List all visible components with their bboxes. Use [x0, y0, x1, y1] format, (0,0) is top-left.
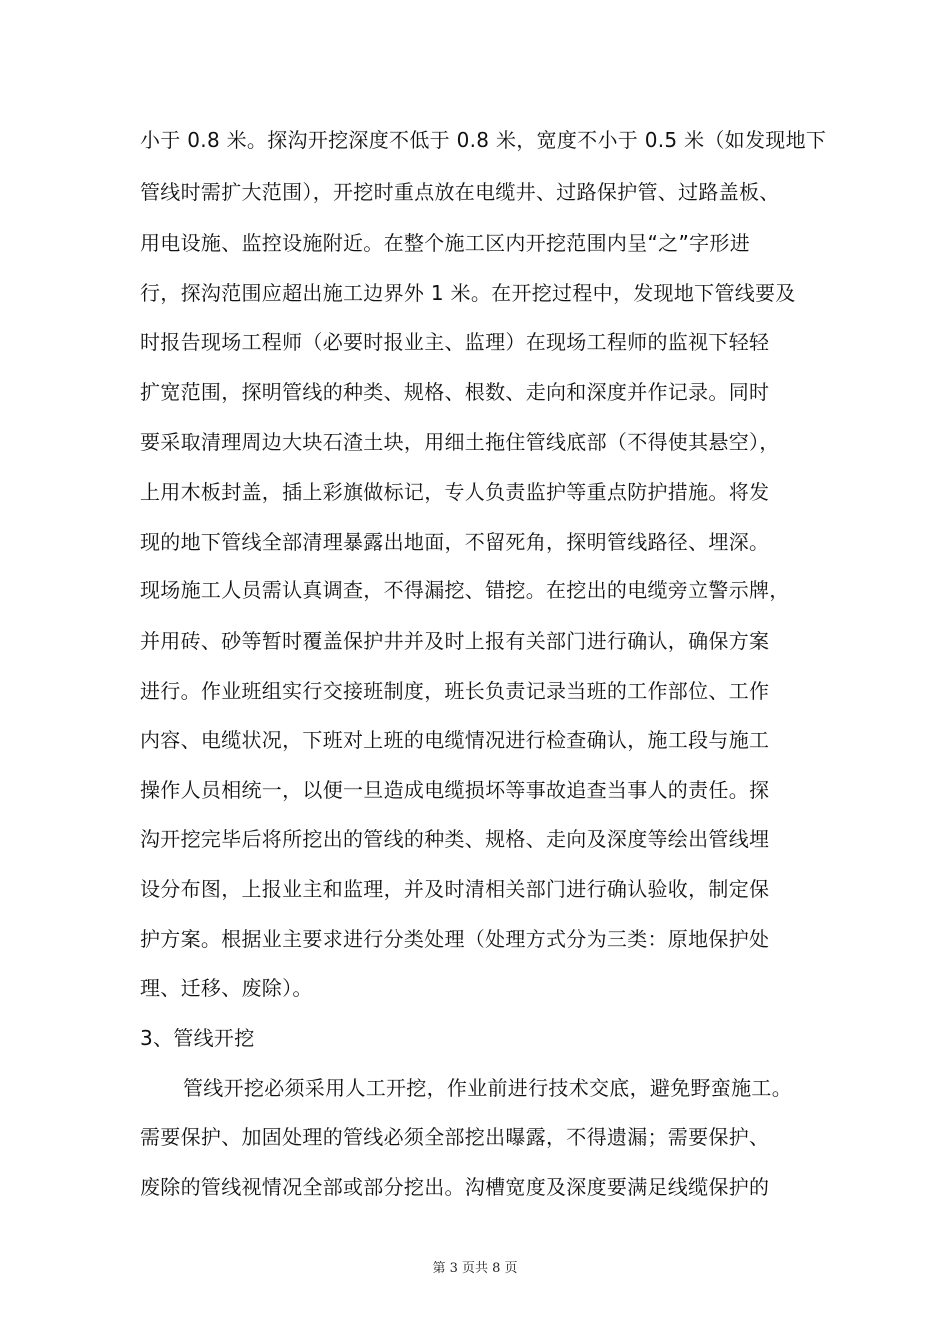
text-line: 行，探沟范围应超出施工边界外 1 米。在开挖过程中，发现地下管线要及: [140, 281, 796, 305]
text-line: 要采取清理周边大块石渣土块，用细土拖住管线底部（不得使其悬空），: [140, 430, 780, 454]
text-line: 并用砖、砂等暂时覆盖保护井并及时上报有关部门进行确认，确保方案: [140, 629, 770, 653]
text-line: 用电设施、监控设施附近。在整个施工区内开挖范围内呈“之”字形进: [140, 231, 751, 255]
text-line: 时报告现场工程师（必要时报业主、监理）在现场工程师的监视下轻轻: [140, 330, 770, 354]
page-number-footer: 第 3 页共 8 页: [432, 1261, 518, 1276]
text-line: 需要保护、加固处理的管线必须全部挖出曝露，不得遗漏；需要保护、: [140, 1125, 770, 1149]
text-line: 内容、电缆状况，下班对上班的电缆情况进行检查确认，施工段与施工: [140, 728, 770, 752]
text-line: 进行。作业班组实行交接班制度，班长负责记录当班的工作部位、工作: [140, 679, 770, 703]
text-line: 上用木板封盖，插上彩旗做标记，专人负责监护等重点防护措施。将发: [140, 480, 770, 504]
text-line: 设分布图，上报业主和监理，并及时清相关部门进行确认验收，制定保: [140, 877, 770, 901]
text-line: 小于 0.8 米。探沟开挖深度不低于 0.8 米，宽度不小于 0.5 米（如发现地下: [140, 128, 827, 152]
section-heading: 3、管线开挖: [140, 1026, 255, 1050]
text-line: 现场施工人员需认真调查，不得漏挖、错挖。在挖出的电缆旁立警示牌，: [140, 578, 790, 602]
text-line: 管线开挖必须采用人工开挖，作业前进行技术交底，避免野蛮施工。: [183, 1076, 792, 1100]
text-line: 理、迁移、废除）。: [140, 976, 313, 1000]
text-line: 管线时需扩大范围），开挖时重点放在电缆井、过路保护管、过路盖板、: [140, 180, 780, 204]
text-line: 操作人员相统一，以便一旦造成电缆损坏等事故追查当事人的责任。探: [140, 778, 770, 802]
text-line: 废除的管线视情况全部或部分挖出。沟槽宽度及深度要满足线缆保护的: [140, 1175, 770, 1199]
text-line: 护方案。根据业主要求进行分类处理（处理方式分为三类：原地保护处: [140, 927, 770, 951]
text-line: 现的地下管线全部清理暴露出地面，不留死角，探明管线路径、埋深。: [140, 530, 770, 554]
text-line: 沟开挖完毕后将所挖出的管线的种类、规格、走向及深度等绘出管线埋: [140, 827, 770, 851]
text-line: 扩宽范围，探明管线的种类、规格、根数、走向和深度并作记录。同时: [140, 380, 770, 404]
